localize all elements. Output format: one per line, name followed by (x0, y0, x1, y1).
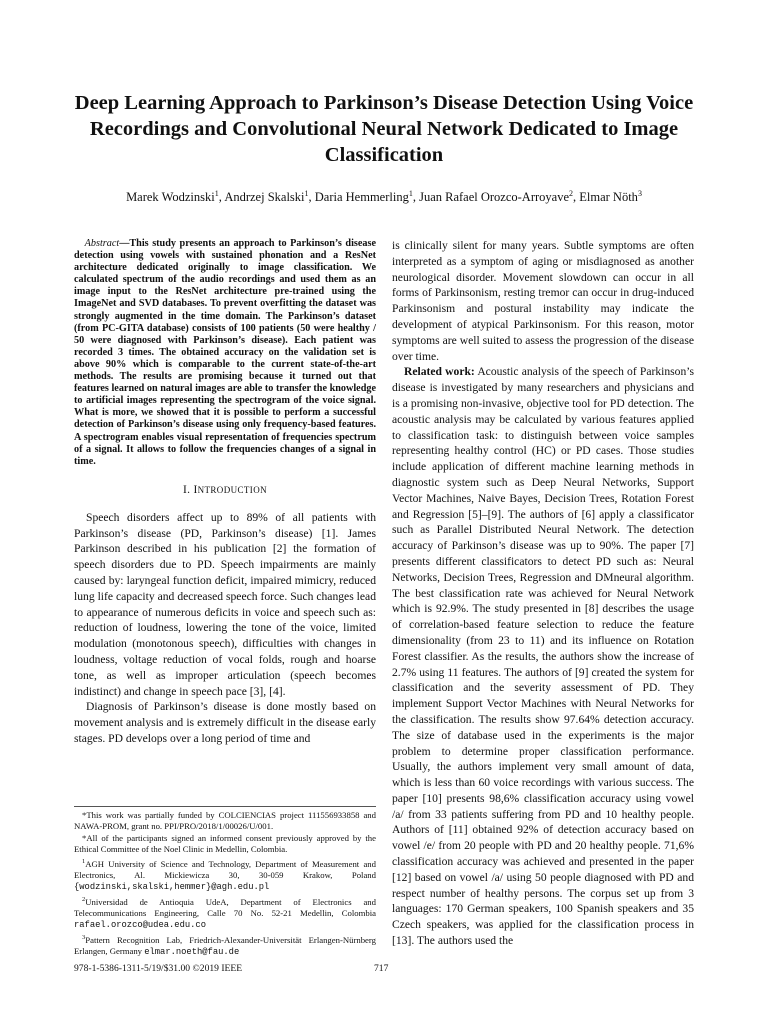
right-paragraph-1: is clinically silent for many years. Subtle symptoms are often interpreted as a symptom of aging or misdiagnosed as another neurological disorder. Movement slowdown can occur in all forms of Parkinsonism, resting tremor can occur in drug-induced Parkinsonism and postural instability may indicate the development of atypical Parkinsonism. For this reason, motor symptoms are well suited to assess the progression of the disease over time. (392, 239, 694, 363)
footnote-affiliation-3 (74, 932, 376, 959)
author-list: Marek Wodzinski$^1$, Andrzej Skalski$^1$, Daria Hemmerling$^1$, Juan Rafael Orozco-Arroyave$^2$, Elmar Nöth$^3$ (126, 189, 642, 205)
email-link[interactable]: {wodzinski,skalski,hemmer}@agh.edu.pl (74, 882, 270, 893)
author-affiliation: 1 (408, 189, 413, 198)
footnote-consent: *All of the participants signed an informed consent previously approved by the Ethical Committee of the Noel Clinic in Medellin, Colombia. (74, 832, 376, 855)
author-name: Daria Hemmerling (314, 190, 409, 205)
footnote-marker: 1 (82, 857, 86, 865)
right-column (392, 238, 694, 949)
section-title-rest: NTRODUCTION (197, 484, 268, 495)
footnote-affiliation-1 (74, 856, 376, 894)
related-work-text: Acoustic analysis of the speech of Parkinson’s disease is investigated by many researchers and physicians and is a promising non-invasive, objective tool for PD detection. The acoustic analysis may be calculated by various features applied to classification task: to distinguish between voice samples representing healthy control (HC) or PD cases. Those studies include application of different machine learning methods in diagnostic system such as Deep Neural Networks, Support Vector Machines, Naive Bayes, Decision Trees, Rotation Forest and Regression [5]–[9]. The authors of [6] apply a classificator such as Parallel Distributed Neural Network. The detection accuracy of Parkinson’s disease was up to 90%. The paper [7] presents different classificators to detect PD such as: Neural Networks, Decision Trees, Regression and DMneural algorithm. The best classification rate was achieved for Neural Network which is 92.9%. The study presented in [8] describes the usage of correlation-based feature selection to reduce the feature dimensionality (from 23 to 11) and its influence on Rotation Forest classifier. As the results, the authors show the increase of 2.7% using 11 features. The authors of [9] created the system for classification and the severity assessment of PD. They implement Support Vector Machines with Neural Networks for the classification. The results show 97.64% detection accuracy. The size of database used in the experiments is the major problem to determine proper classification performance. Usually, the authors implement very small amount of data, which is less than 60 voice recordings with various success. The paper [10] presents 98,6% classification accuracy using vowel /a/ from 33 patients suffering from PD and 10 healthy people. Authors of [11] obtained 92% of detection accuracy based on vowel /e/ from 20 people with PD and 20 healthy people. 71,6% classification accuracy was achieved and presented in the paper [12] based on vowel /a/ using 50 people diagnosed with PD and respect number of healthy persons. The corpus set up from 3 languages: 170 German speakers, 100 Spanish speakers and 35 Czech speakers, was applied for the classification process in [13]. The authors used the (392, 365, 694, 948)
affiliation-text: Pattern Recognition Lab, Friedrich-Alexander-Universität Erlangen-Nürnberg Erlangen, Germany (74, 934, 376, 957)
section-title-initial: I (193, 483, 198, 496)
intro-paragraph-1: Speech disorders affect up to 89% of all patients with Parkinson’s disease (PD, Parkinson’s disease) [1]. James Parkinson described in his publication [2] the formation of speech disorders due to PD. Speech impairments are mainly caused by: laryngeal function deficit, impaired mimicry, reduced lung life capacity and decreased speech force. Such changes lead to appearance of numerous deficits in voice and speech such as: reduction of loudness, lowering the tone of the voice, limited modulation (monotonous speech), difficulties with changes in loudness, voltage reduction of vocal folds, rough and hoarse tone, as well as improper articulation (speech becomes indistinct) and change in speech pace [3], [4]. (74, 510, 376, 698)
footnote-marker: 2 (82, 895, 86, 903)
left-column (74, 238, 376, 747)
section-numeral: I. (182, 483, 191, 496)
footnote-funding: *This work was partially funded by COLCIENCIAS project 111556933858 and NAWA-PROM, grant no. PPI/PRO/2018/1/00026/U/001. (74, 810, 376, 832)
abstract-label: Abstract (84, 238, 120, 249)
author-affiliation: 1 (214, 189, 219, 198)
footnote-marker: 3 (82, 933, 86, 941)
author-affiliation: 2 (569, 189, 574, 198)
abstract (74, 238, 376, 468)
footnotes (74, 806, 376, 959)
related-work-paragraph (392, 364, 694, 948)
email-link[interactable]: rafael.orozco@udea.edu.co (74, 920, 206, 931)
author-name: Marek Wodzinski (126, 190, 215, 205)
footnote-affiliation-2 (74, 894, 376, 932)
author-name: Elmar Nöth (579, 190, 638, 205)
section-heading-introduction (74, 484, 376, 496)
related-work-label: Related work: (404, 365, 475, 379)
paper-title: Deep Learning Approach to Parkinson’s Disease Detection Using Voice Recordings and Convolutional Neural Network Dedicated to Image Classification (74, 92, 694, 166)
author-affiliation: 1 (304, 189, 309, 198)
abstract-text: This study presents an approach to Parkinson’s disease detection using vowels with sustained phonation and a ResNet architecture dedicated originally to image classification. We calculated spectrum of the audio recordings and used them as an image input to the ResNet architecture pre-trained using the ImageNet and SVD databases. To prevent overfitting the dataset was strongly augmented in the time domain. The Parkinson’s dataset (from PC-GITA database) consists of 100 patients (50 were healthy / 50 were diagnosed with Parkinson’s disease). Each patient was recorded 3 times. The obtained accuracy on the validation set is above 90% which is comparable to the current state-of-the-art methods. The results are promising because it turned out that features learned on natural images are able to transfer the knowledge to artificial images representing the spectrogram of the voice signal. What is more, we showed that it is possible to perform a successful detection of Parkinson’s disease using only frequency-based features. A spectrogram enables visual representation of frequencies spectrum of a signal. It allows to follow the frequencies changes of a signal in time. (74, 238, 376, 467)
affiliation-text: AGH University of Science and Technology, Department of Measurement and Electronics, Al. Mickiewicza 30, 30-059 Krakow, Poland (74, 858, 376, 880)
author-name: Juan Rafael Orozco-Arroyave (419, 190, 570, 205)
email-link[interactable]: elmar.noeth@fau.de (144, 947, 240, 958)
intro-paragraph-2: Diagnosis of Parkinson’s disease is done mostly based on movement analysis and is extremely difficult in the disease early stages. PD develops over a long period of time and (74, 700, 376, 745)
footer-isbn: 978-1-5386-1311-5/19/$31.00 ©2019 IEEE (74, 963, 243, 974)
author-affiliation: 3 (637, 189, 642, 198)
affiliation-text: Universidad de Antioquia UdeA, Department of Electronics and Telecommunications Engineering, Calle 70 No. 52-21 Medellin, Colombia (74, 896, 376, 919)
page-number: 717 (374, 963, 389, 974)
author-name: Andrzej Skalski (224, 190, 305, 205)
abstract-dash: — (119, 238, 130, 249)
